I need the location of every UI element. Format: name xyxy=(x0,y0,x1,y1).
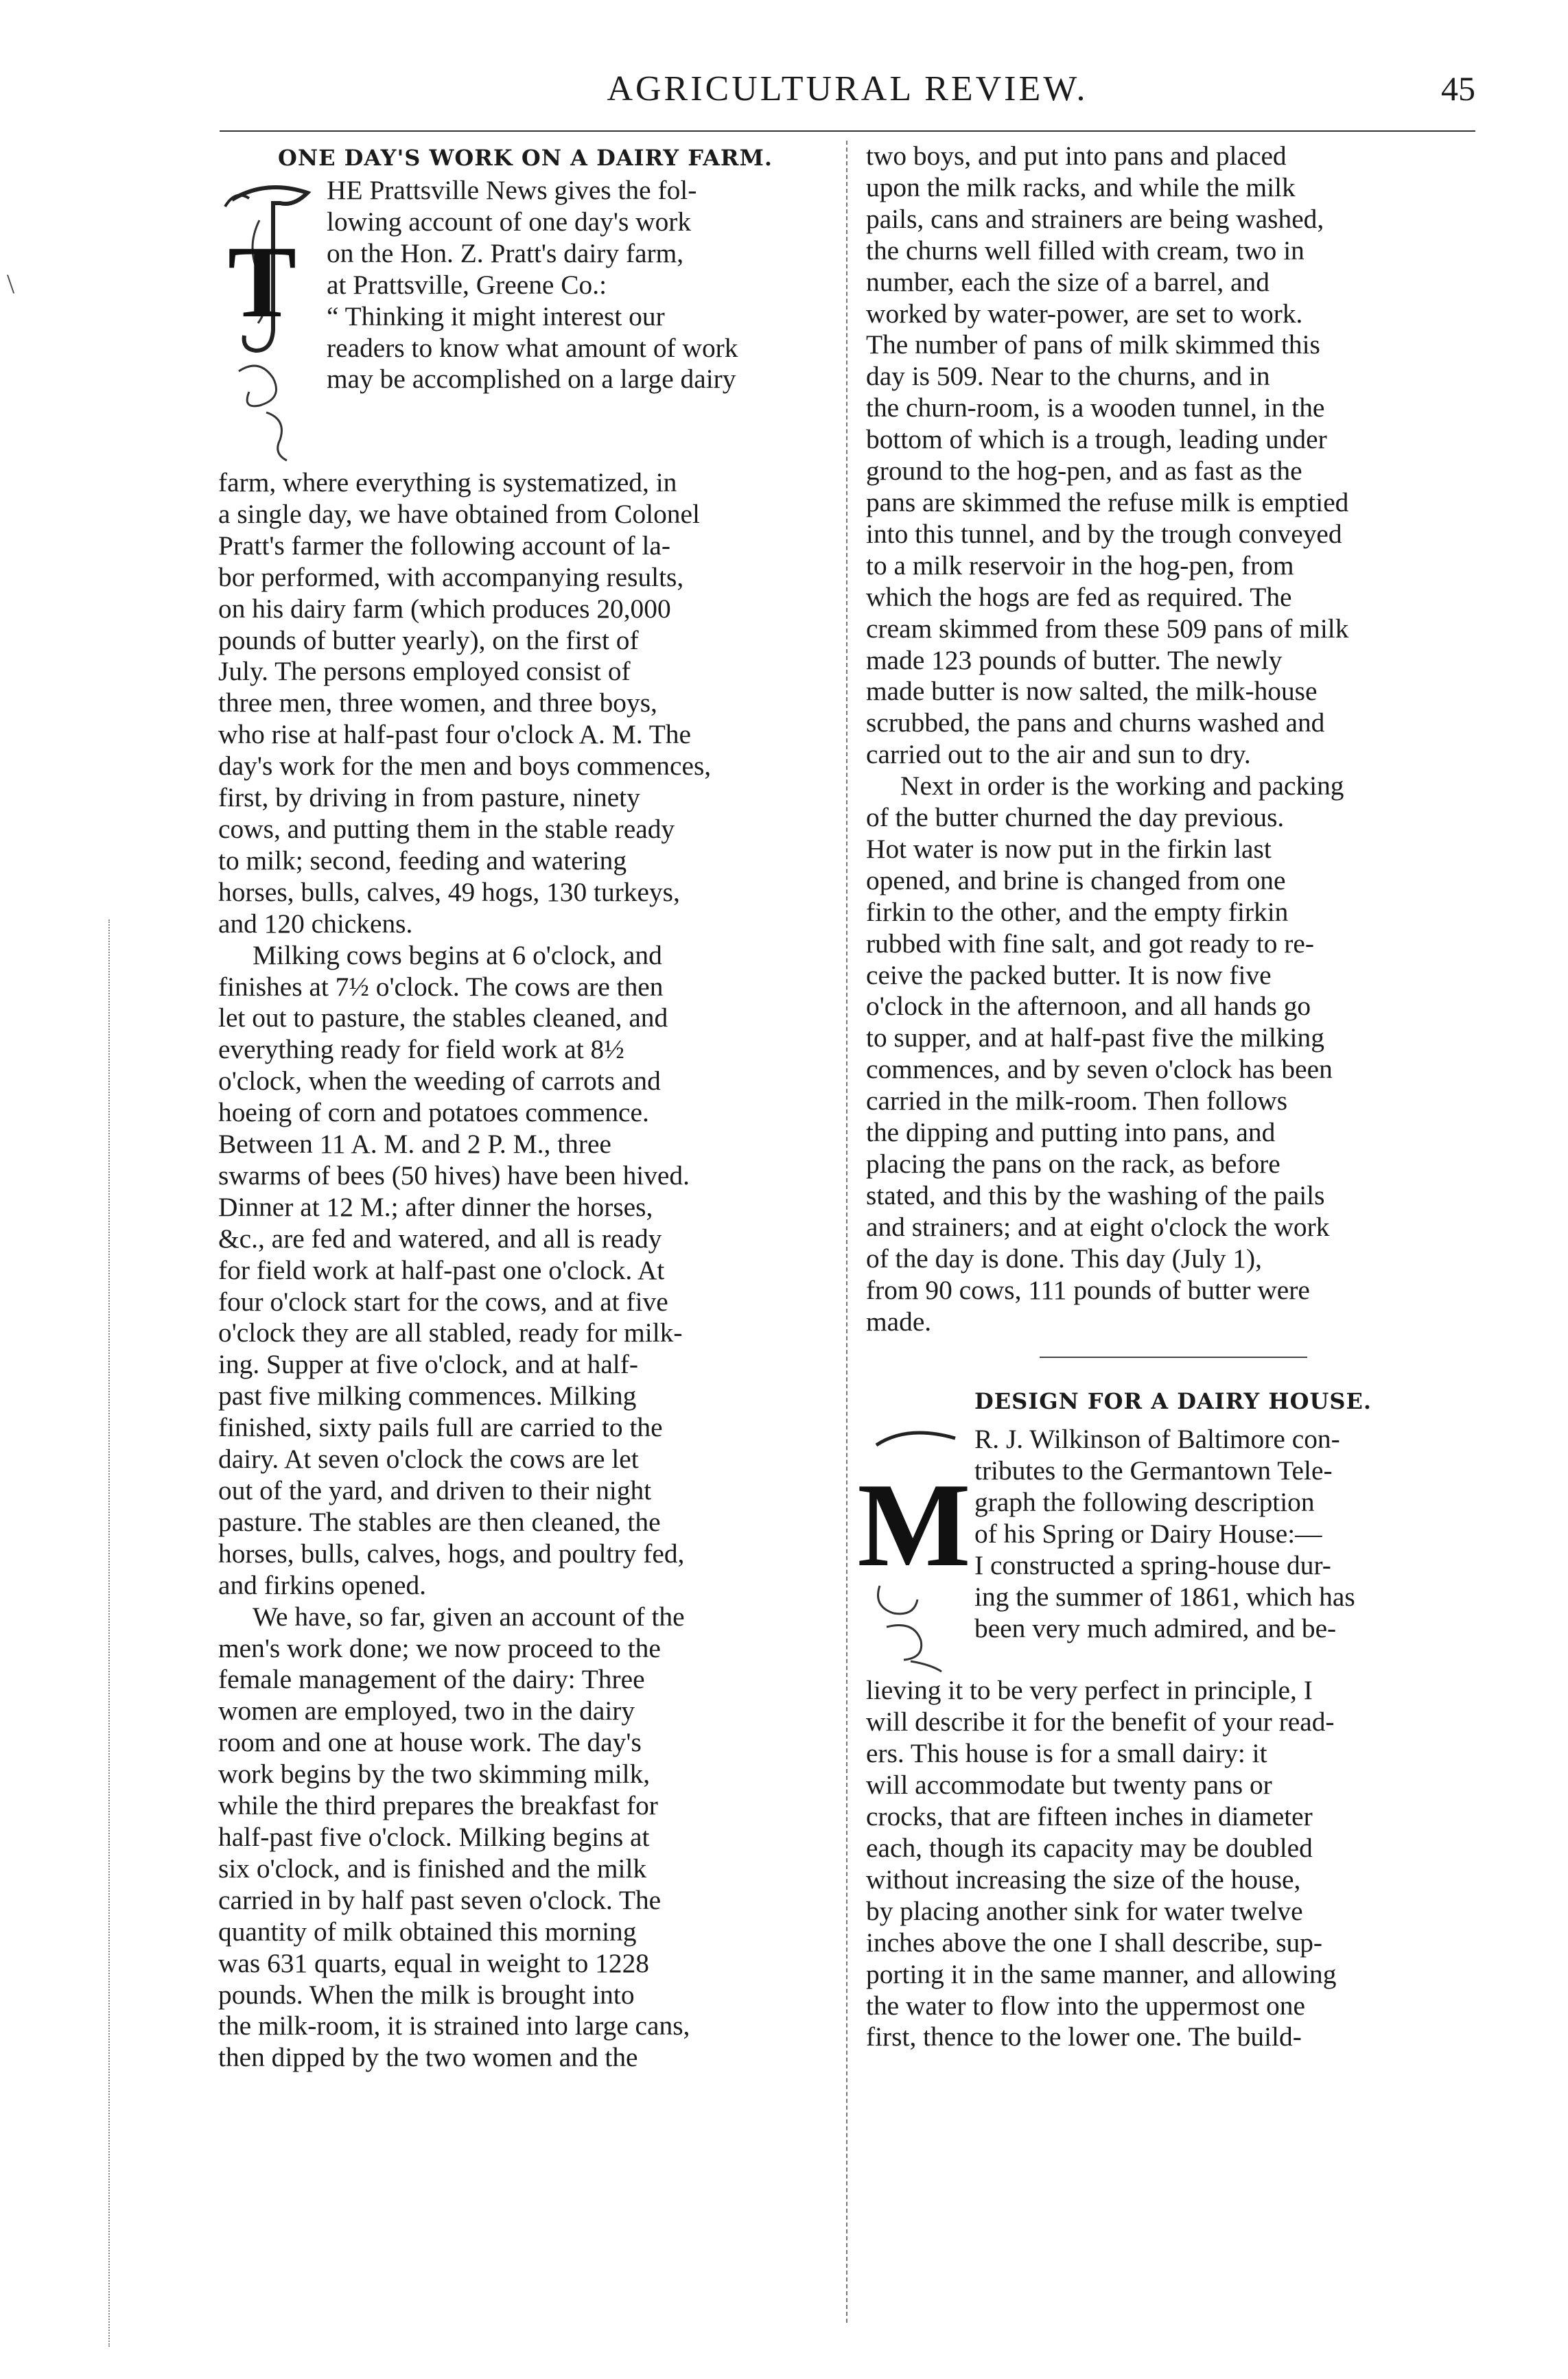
text-line: was 631 quarts, equal in weight to 1228 xyxy=(218,1947,649,1978)
text-line: half-past five o'clock. Milking begins at xyxy=(218,1821,650,1852)
text-line: ing the summer of 1861, which has xyxy=(974,1581,1355,1612)
text-line: ing. Supper at five o'clock, and at half- xyxy=(218,1349,638,1380)
text-line: carried in the milk-room. Then follows xyxy=(866,1086,1288,1116)
text-line: and 120 chickens. xyxy=(218,908,413,939)
text-line: without increasing the size of the house, xyxy=(866,1864,1301,1895)
text-line: for field work at half-past one o'clock. At xyxy=(218,1254,665,1285)
text-line: carried in by half past seven o'clock. The xyxy=(218,1884,662,1915)
article-heading-dairy-house: DESIGN FOR A DAIRY HOUSE. xyxy=(974,1388,1372,1415)
text-line: four o'clock start for the cows, and at five xyxy=(218,1286,668,1317)
text-line: upon the milk racks, and while the milk xyxy=(866,172,1296,202)
text-line: made 123 pounds of butter. The newly xyxy=(866,644,1283,675)
text-line: stated, and this by the washing of the pails xyxy=(866,1180,1325,1210)
text-line: We have, so far, given an account of the xyxy=(253,1601,685,1632)
text-line: past five milking commences. Milking xyxy=(218,1381,637,1411)
text-line: day is 509. Near to the churns, and in xyxy=(866,361,1270,392)
dropcap-t-icon xyxy=(218,179,316,467)
text-line: o'clock in the afternoon, and all hands go xyxy=(866,991,1311,1022)
text-line: scrubbed, the pans and churns washed and xyxy=(866,707,1325,738)
text-line: on his dairy farm (which produces 20,000 xyxy=(218,593,671,624)
text-line: on the Hon. Z. Pratt's dairy farm, xyxy=(327,237,684,268)
text-line: Milking cows begins at 6 o'clock, and xyxy=(253,939,662,970)
text-line: the churn-room, is a wooden tunnel, in the xyxy=(866,392,1325,423)
text-line: made butter is now salted, the milk-house xyxy=(866,676,1318,707)
text-line: six o'clock, and is finished and the milk xyxy=(218,1853,647,1884)
text-line: crocks, that are fifteen inches in diameter xyxy=(866,1801,1313,1832)
text-line: “ Thinking it might interest our xyxy=(327,301,665,331)
text-line: and firkins opened. xyxy=(218,1569,427,1600)
text-line: pasture. The stables are then cleaned, the xyxy=(218,1506,661,1537)
column-divider xyxy=(846,141,847,2323)
article-separator-rule xyxy=(1040,1357,1307,1358)
text-line: horses, bulls, calves, hogs, and poultry fed, xyxy=(218,1538,685,1569)
text-line: first, by driving in from pasture, ninety xyxy=(218,782,640,813)
text-line: first, thence to the lower one. The build- xyxy=(866,2021,1302,2052)
margin-tick-mark: \ xyxy=(7,268,15,299)
text-line: swarms of bees (50 hives) have been hived. xyxy=(218,1160,690,1191)
text-line: HE Prattsville News gives the fol- xyxy=(327,175,697,205)
text-line: day's work for the men and boys commences, xyxy=(218,751,712,782)
text-line: women are employed, two in the dairy xyxy=(218,1696,635,1726)
text-line: a single day, we have obtained from Colonel xyxy=(218,498,700,529)
text-line: two boys, and put into pans and placed xyxy=(866,141,1287,171)
text-line: bottom of which is a trough, leading under xyxy=(866,424,1327,455)
ornamental-dropcap-t xyxy=(218,179,316,467)
text-line: out of the yard, and driven to their night xyxy=(218,1475,652,1505)
text-line: Dinner at 12 M.; after dinner the horses, xyxy=(218,1191,653,1222)
text-line: farm, where everything is systematized, in xyxy=(218,467,677,497)
text-line: the dipping and putting into pans, and xyxy=(866,1117,1276,1148)
text-line: o'clock, when the weeding of carrots and xyxy=(218,1066,661,1097)
text-line: into this tunnel, and by the trough conveyed xyxy=(866,518,1342,549)
dropcap-letter: T xyxy=(227,225,297,339)
text-line: cream skimmed from these 509 pans of milk xyxy=(866,613,1349,644)
text-line: inches above the one I shall describe, sup- xyxy=(866,1927,1323,1958)
text-line: Next in order is the working and packing xyxy=(900,771,1344,801)
text-line: been very much admired, and be- xyxy=(974,1613,1337,1643)
right-column xyxy=(857,141,1480,2053)
text-line: three men, three women, and three boys, xyxy=(218,688,657,718)
text-line: R. J. Wilkinson of Baltimore con- xyxy=(974,1424,1340,1455)
text-line: by placing another sink for water twelve xyxy=(866,1895,1303,1926)
header-rule xyxy=(220,130,1475,132)
running-title: AGRICULTURAL REVIEW. xyxy=(607,69,1088,108)
text-line: to supper, and at half-past five the milking xyxy=(866,1022,1324,1053)
text-line: of his Spring or Dairy House:— xyxy=(974,1519,1322,1549)
text-line: worked by water-power, are set to work. xyxy=(866,298,1303,329)
text-line: room and one at house work. The day's xyxy=(218,1727,642,1758)
text-line: Pratt's farmer the following account of la- xyxy=(218,530,671,561)
text-line: work begins by the two skimming milk, xyxy=(218,1759,651,1790)
text-line: will accommodate but twenty pans or xyxy=(866,1770,1272,1801)
text-line: at Prattsville, Greene Co.: xyxy=(327,269,607,300)
text-line: each, though its capacity may be doubled xyxy=(866,1832,1313,1863)
text-line: firkin to the other, and the empty firkin xyxy=(866,896,1289,927)
text-line: placing the pans on the rack, as before xyxy=(866,1149,1280,1179)
text-line: men's work done; we now proceed to the xyxy=(218,1632,661,1663)
text-line: ers. This house is for a small dairy: it xyxy=(866,1738,1267,1769)
text-line: July. The persons employed consist of xyxy=(218,656,631,687)
text-line: tributes to the Germantown Tele- xyxy=(974,1455,1333,1486)
text-line: readers to know what amount of work xyxy=(327,332,738,363)
text-line: the milk-room, it is strained into large cans, xyxy=(218,2011,690,2041)
text-line: dairy. At seven o'clock the cows are let xyxy=(218,1444,639,1475)
text-line: let out to pasture, the stables cleaned, and xyxy=(218,1003,668,1033)
text-line: to a milk reservoir in the hog-pen, from xyxy=(866,550,1294,581)
text-line: of the butter churned the day previous. xyxy=(866,802,1285,833)
text-line: number, each the size of a barrel, and xyxy=(866,266,1269,297)
text-line: carried out to the air and sun to dry. xyxy=(866,739,1251,770)
text-line: made. xyxy=(866,1306,932,1337)
margin-binding-marks xyxy=(108,919,110,2347)
text-line: &c., are fed and watered, and all is ready xyxy=(218,1223,662,1254)
text-line: horses, bulls, calves, 49 hogs, 130 turkeys, xyxy=(218,876,680,907)
dropcap-m-icon xyxy=(857,1428,971,1675)
text-line: everything ready for field work at 8½ xyxy=(218,1034,624,1065)
text-line: to milk; second, feeding and watering xyxy=(218,845,627,876)
text-line: Between 11 A. M. and 2 P. M., three xyxy=(218,1129,611,1160)
text-line: o'clock they are all stabled, ready for milk- xyxy=(218,1317,683,1348)
text-line: commences, and by seven o'clock has been xyxy=(866,1054,1333,1085)
text-line: the churns well filled with cream, two in xyxy=(866,235,1304,266)
text-line: rubbed with fine salt, and got ready to re- xyxy=(866,928,1315,959)
text-line: ground to the hog-pen, and as fast as the xyxy=(866,456,1302,487)
text-line: hoeing of corn and potatoes commence. xyxy=(218,1097,649,1128)
text-line: lieving it to be very perfect in principle, I xyxy=(866,1675,1313,1706)
text-line: of the day is done. This day (July 1), xyxy=(866,1243,1262,1274)
text-line: pounds. When the milk is brought into xyxy=(218,1979,635,2010)
text-line: finished, sixty pails full are carried to the xyxy=(218,1412,663,1443)
text-line: will describe it for the benefit of your read- xyxy=(866,1707,1335,1737)
page-number: 45 xyxy=(1441,69,1475,108)
text-line: female management of the dairy: Three xyxy=(218,1664,645,1695)
dropcap-letter: M xyxy=(857,1458,971,1592)
text-line: pans are skimmed the refuse milk is emptied xyxy=(866,487,1349,517)
text-line: porting it in the same manner, and allowing xyxy=(866,1958,1337,1989)
article-heading-dairy-farm: ONE DAY'S WORK ON A DAIRY FARM. xyxy=(277,145,773,171)
text-line: who rise at half-past four o'clock A. M. The xyxy=(218,719,691,750)
text-line: which the hogs are fed as required. The xyxy=(866,581,1292,612)
text-line: pails, cans and strainers are being washed, xyxy=(866,203,1324,234)
text-line: graph the following description xyxy=(974,1487,1315,1518)
text-line: pounds of butter yearly), on the first of xyxy=(218,624,639,655)
ornamental-dropcap-m xyxy=(857,1428,971,1675)
text-line: then dipped by the two women and the xyxy=(218,2042,638,2073)
text-line: from 90 cows, 111 pounds of butter were xyxy=(866,1274,1310,1305)
article-dairy-farm-continued xyxy=(866,141,1480,1337)
page-header xyxy=(220,69,1475,117)
text-line: finishes at 7½ o'clock. The cows are then xyxy=(218,971,664,1002)
text-line: ceive the packed butter. It is now five xyxy=(866,959,1272,990)
text-line: opened, and brine is changed from one xyxy=(866,865,1286,895)
text-line: Hot water is now put in the firkin last xyxy=(866,833,1272,864)
text-line: The number of pans of milk skimmed this xyxy=(866,329,1320,360)
text-line: cows, and putting them in the stable ready xyxy=(218,813,675,844)
text-line: lowing account of one day's work xyxy=(327,206,692,237)
left-column xyxy=(218,141,832,2074)
text-line: quantity of milk obtained this morning xyxy=(218,1916,637,1947)
text-line: and strainers; and at eight o'clock the work xyxy=(866,1211,1330,1242)
text-line: the water to flow into the uppermost one xyxy=(866,1990,1305,2021)
text-line: bor performed, with accompanying results, xyxy=(218,561,684,592)
text-line: may be accomplished on a large dairy xyxy=(327,364,736,395)
text-line: I constructed a spring-house dur- xyxy=(974,1550,1331,1581)
text-line: while the third prepares the breakfast for xyxy=(218,1790,658,1821)
